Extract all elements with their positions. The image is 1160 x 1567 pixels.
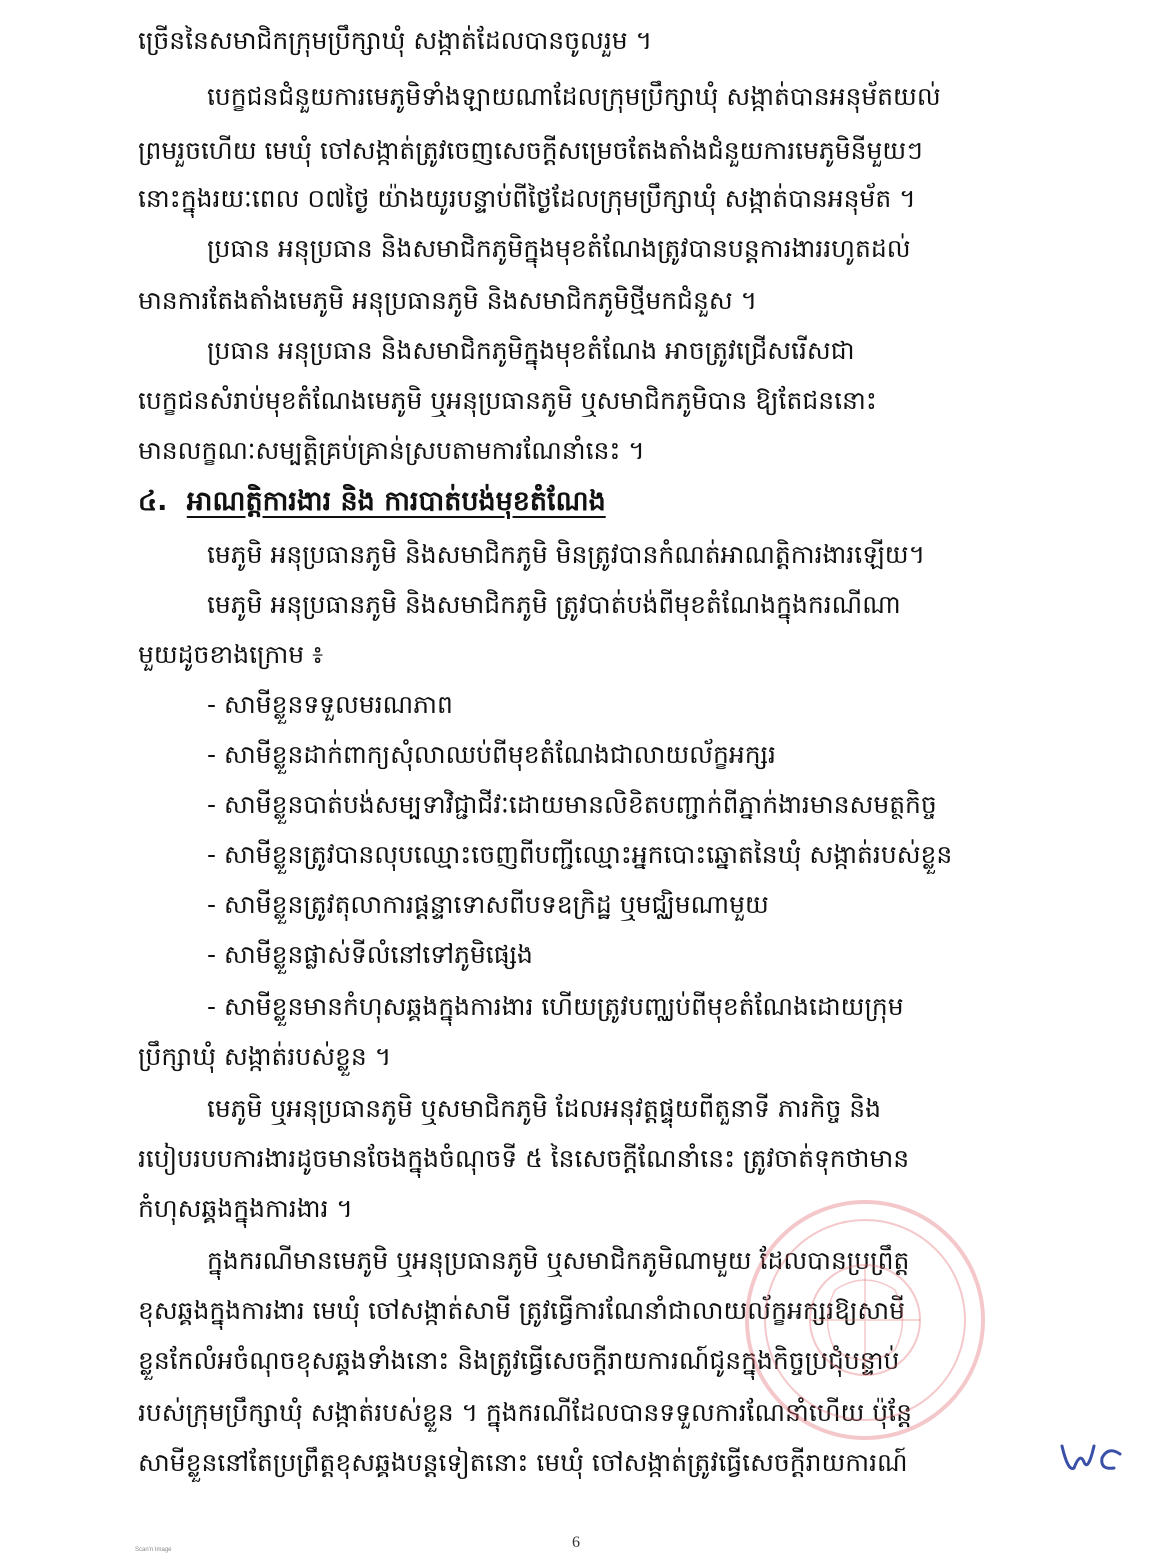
- text-line: មានការតែងតាំងមេភូមិ អនុប្រធានភូមិ និងសមាជិកភូមិថ្មីមកជំនួស ។: [138, 286, 758, 315]
- text-line: ខ្លួនកែលំអចំណុចខុសឆ្គងទាំងនោះ និងត្រូវធ្វើសេចក្ដីរាយការណ៍ជូនក្នុងកិច្ចប្រជុំបន្ទាប់: [138, 1346, 900, 1375]
- page-number: 6: [572, 1534, 580, 1551]
- text-line: មេភូមិ អនុប្រធានភូមិ និងសមាជិកភូមិ ត្រូវបាត់បង់ពីមុខតំណែងក្នុងករណីណា: [207, 590, 901, 619]
- section-heading: [138, 483, 606, 527]
- list-item: - សាមីខ្លួនមានកំហុសឆ្គងក្នុងការងារ ហើយត្រូវបញ្ឈប់ពីមុខតំណែងដោយក្រុម: [207, 992, 904, 1021]
- text-line: នោះក្នុងរយៈពេល ០៧ថ្ងៃ យ៉ាងយូរបន្ទាប់ពីថ្ងៃដែលក្រុមប្រឹក្សាឃុំ សង្កាត់បានអនុម័ត ។: [138, 184, 916, 213]
- text-line: កំហុសឆ្គងក្នុងការងារ ។: [138, 1194, 353, 1223]
- section-number: ៤.: [138, 486, 168, 517]
- text-line: ព្រមរួចហើយ មេឃុំ ចៅសង្កាត់ត្រូវចេញសេចក្ដីសម្រេចតែងតាំងជំនួយការមេភូមិនីមួយៗ: [138, 136, 923, 165]
- text-line: ក្នុងករណីមានមេភូមិ ឬអនុប្រធានភូមិ ឬសមាជិកភូមិណាមួយ ដែលបានប្រព្រឹត្ត: [207, 1246, 910, 1275]
- text-line: បេក្ខជនសំរាប់មុខតំណែងមេភូមិ ឬអនុប្រធានភូមិ ឬសមាជិកភូមិបាន ឱ្យតែជននោះ: [138, 386, 877, 415]
- section-title: អាណត្តិការងារ និង ការបាត់បង់មុខតំណែង: [186, 486, 606, 517]
- text-line: បេក្ខជនជំនួយការមេភូមិទាំងឡាយណាដែលក្រុមប្រឹក្សាឃុំ សង្កាត់បានអនុម័តយល់: [207, 82, 941, 111]
- list-item: - សាមីខ្លួនត្រូវតុលាការផ្ដន្ទាទោសពីបទឧក្រិដ្ឋ ឬមជ្ឈិមណាមួយ: [207, 890, 769, 919]
- signature-initials: [1058, 1432, 1128, 1482]
- text-line: មានលក្ខណៈសម្បត្តិគ្រប់គ្រាន់ស្របតាមការណែនាំនេះ ។: [138, 436, 645, 465]
- text-line: របស់ក្រុមប្រឹក្សាឃុំ សង្កាត់របស់ខ្លួន ។ ក្នុងករណីដែលបានទទួលការណែនាំហើយ ប៉ុន្តែ: [138, 1398, 912, 1427]
- text-line: ប្រធាន អនុប្រធាន និងសមាជិកភូមិក្នុងមុខតំណែង អាចត្រូវជ្រើសរើសជា: [207, 336, 855, 365]
- list-item: - សាមីខ្លួនត្រូវបានលុបឈ្មោះចេញពីបញ្ជីឈ្មោះអ្នកបោះឆ្នោតនៃឃុំ សង្កាត់របស់ខ្លួន: [207, 840, 953, 869]
- list-item: - សាមីខ្លួនផ្លាស់ទីលំនៅទៅភូមិផ្សេង: [207, 940, 533, 969]
- text-line: មេភូមិ ឬអនុប្រធានភូមិ ឬសមាជិកភូមិ ដែលអនុវត្តផ្ទុយពីតួនាទី ភារកិច្ច និង: [207, 1094, 882, 1123]
- list-item: - សាមីខ្លួនបាត់បង់សម្បទាវិជ្ជាជីវៈដោយមានលិខិតបញ្ជាក់ពីភ្នាក់ងារមានសមត្ថកិច្ច: [207, 790, 937, 819]
- text-line: ខុសឆ្គងក្នុងការងារ មេឃុំ ចៅសង្កាត់សាមី ត្រូវធ្វើការណែនាំជាលាយល័ក្ខអក្សរឱ្យសាមី: [138, 1296, 906, 1325]
- text-line: ប្រធាន អនុប្រធាន និងសមាជិកភូមិក្នុងមុខតំណែងត្រូវបានបន្តការងាររហូតដល់: [207, 234, 911, 263]
- text-line: មេភូមិ អនុប្រធានភូមិ និងសមាជិកភូមិ មិនត្រូវបានកំណត់អាណត្តិការងារឡើយ។: [207, 540, 926, 569]
- list-item: - សាមីខ្លួនដាក់ពាក្យសុំលាឈប់ពីមុខតំណែងជាលាយល័ក្ខអក្សរ: [207, 740, 776, 769]
- list-item: - សាមីខ្លួនទទួលមរណភាព: [207, 690, 453, 719]
- text-line: ច្រើននៃសមាជិកក្រុមប្រឹក្សាឃុំ សង្កាត់ដែលបានចូលរួម ។: [138, 26, 653, 55]
- text-line: សាមីខ្លួននៅតែប្រព្រឹត្តខុសឆ្គងបន្តទៀតនោះ មេឃុំ ចៅសង្កាត់ត្រូវធ្វើសេចក្ដីរាយការណ៍: [138, 1448, 908, 1477]
- text-line: របៀបរបបការងារដូចមានចែងក្នុងចំណុចទី ៥ នៃសេចក្ដីណែនាំនេះ ត្រូវចាត់ទុកថាមាន: [138, 1144, 910, 1173]
- footer-scan-label: Scan'n Image: [135, 1547, 172, 1553]
- text-line: មួយដូចខាងក្រោម ៖: [138, 640, 324, 669]
- official-stamp-icon: [740, 1180, 990, 1450]
- text-line: ប្រឹក្សាឃុំ សង្កាត់របស់ខ្លួន ។: [138, 1042, 392, 1071]
